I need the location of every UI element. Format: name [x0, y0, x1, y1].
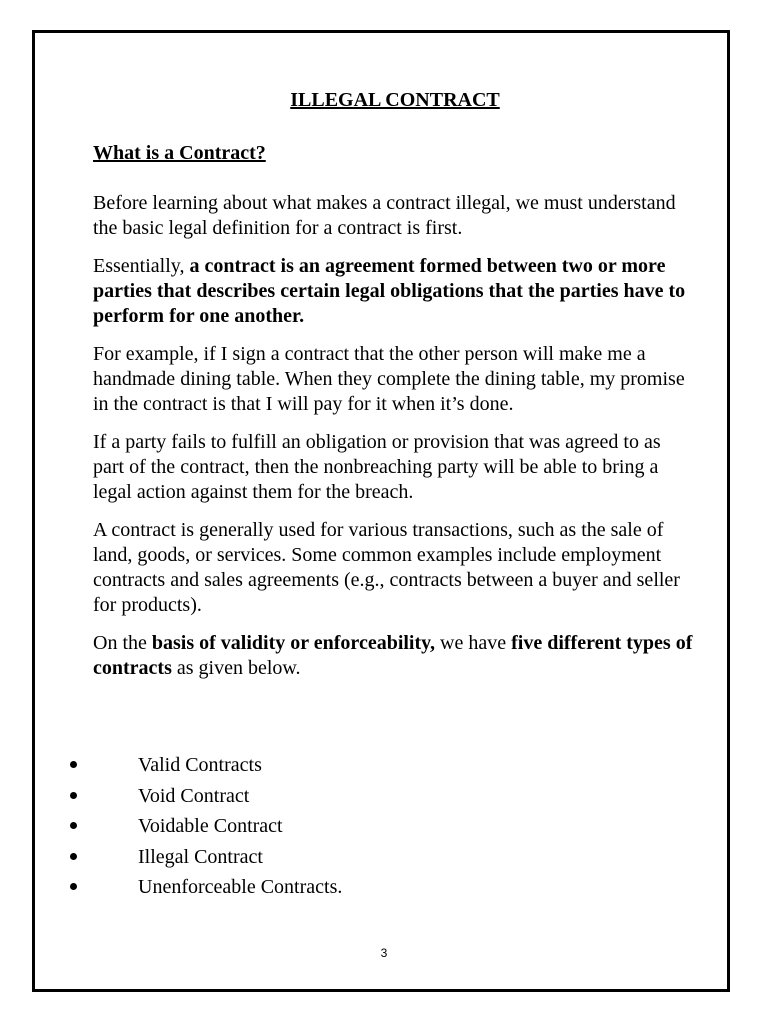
list-item-label: Illegal Contract [138, 845, 263, 868]
contract-types-list [70, 750, 570, 903]
list-item-label: Void Contract [138, 784, 250, 807]
paragraph-6 [93, 631, 693, 681]
paragraph-3: For example, if I sign a contract that the other person will make me a handmade dining table. When they complete the dining table, my promise in the contract is that I will pay for it when it’s done. [93, 343, 685, 415]
document-title: ILLEGAL CONTRACT [290, 89, 500, 111]
paragraph-4: If a party fails to fulfill an obligation or provision that was agreed to as part of the contract, then the nonbreaching party will be able to bring a legal action against them for the breach. [93, 431, 661, 503]
list-item-label: Voidable Contract [138, 815, 283, 837]
list-item-label: Valid Contracts [138, 754, 262, 776]
paragraph-6-part-b: basis of validity or enforceability, [151, 632, 436, 654]
bullet-icon [70, 853, 77, 860]
paragraph-2 [93, 254, 693, 329]
paragraph-1: Before learning about what makes a contract illegal, we must understand the basic legal definition for a contract is first. [93, 192, 676, 239]
section-heading: What is a Contract? [93, 142, 266, 164]
bullet-icon [70, 822, 77, 829]
list-item [70, 842, 570, 873]
paragraph-5: A contract is generally used for various transactions, such as the sale of land, goods, or services. Some common examples include employment contracts and sales agreements (e.g., contracts between a buyer and seller for products). [93, 519, 680, 616]
list-item [70, 781, 570, 812]
paragraph-6-part-c: we have [435, 632, 512, 654]
bullet-icon [70, 883, 77, 890]
list-item [70, 872, 570, 903]
bullet-icon [70, 792, 77, 799]
document-body [93, 88, 693, 694]
bullet-icon [70, 761, 77, 768]
page-number: 3 [380, 946, 388, 960]
paragraph-6-part-d: five different types of contracts [93, 632, 693, 679]
paragraph-6-part-e: as given below. [171, 657, 301, 679]
paragraph-6-part-a: On the [93, 632, 152, 654]
list-item-label: Unenforceable Contracts. [138, 876, 343, 898]
list-item [70, 750, 570, 781]
paragraph-2-prefix: Essentially, [93, 255, 190, 277]
paragraph-2-bold: a contract is an agreement formed between two or more parties that describes certain legal obligations that the parties have to perform for one another. [93, 255, 686, 327]
list-item [70, 811, 570, 842]
